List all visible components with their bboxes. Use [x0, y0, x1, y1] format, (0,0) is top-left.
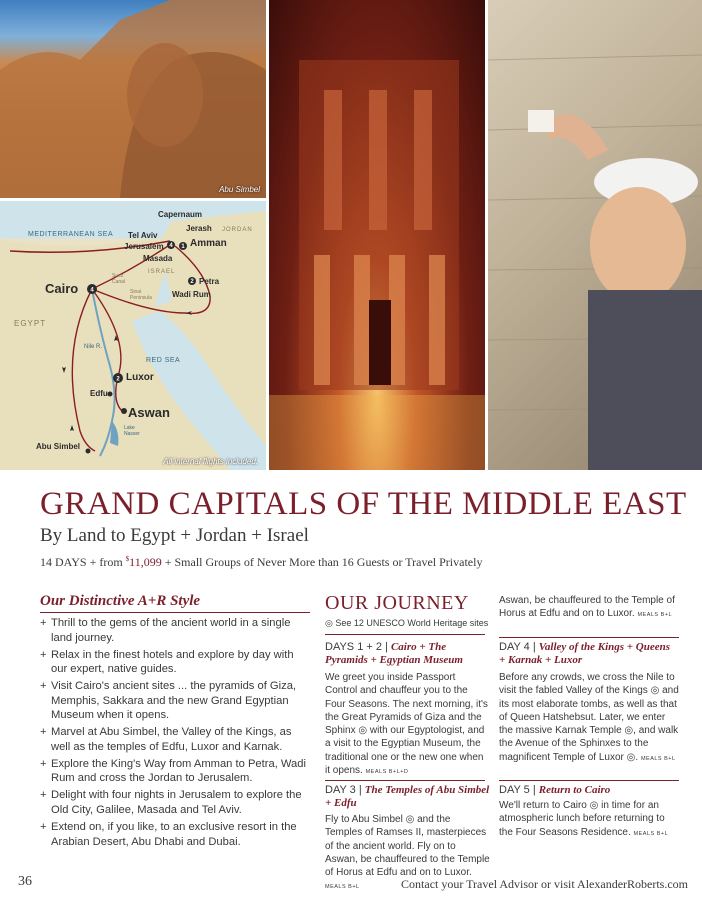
list-item: + Explore the King's Way from Amman to Petra, Wadi Rum and cross the Jordan to Jerusalem.: [40, 757, 312, 786]
city-cairo: Cairo: [45, 281, 79, 296]
city-capernaum: Capernaum: [158, 210, 203, 219]
city-luxor: Luxor: [126, 372, 154, 383]
day-body: [499, 799, 679, 841]
river-label: Nile R.: [84, 344, 103, 350]
list-item: + Extend on, if you like, to an exclusive resort in the Arabian Desert, Abu Dhabi and Dubai.: [40, 820, 312, 849]
cairo-nights: 4: [90, 287, 94, 294]
price-currency: $: [125, 555, 130, 563]
city-jerash: Jerash: [186, 224, 212, 233]
day-number: DAYS 1 + 2: [325, 641, 382, 653]
day-text: We greet you inside Passport Control and chauffeur you to the Four Seasons. The next morning, it's the Great Pyramids of Giza and the Sphinx ◎ with our Egyptologist, and a visit to the Egyptian Museum, the traditional one or the new one when it opens.: [325, 672, 488, 777]
meals: MEALS B+L: [325, 884, 360, 891]
divider: [40, 612, 310, 613]
footer-contact: Contact your Travel Advisor or visit AlexanderRoberts.com: [401, 877, 688, 891]
canal-label: Suez Canal: [112, 273, 126, 285]
day-name: Cairo + The Pyramids + Egyptian Museum: [325, 641, 463, 666]
amman-nights: 1: [181, 244, 185, 250]
region-label: Sinai Peninsula: [130, 289, 152, 301]
list-item: + Relax in the finest hotels and explore by day with our expert, native guides.: [40, 648, 312, 677]
unesco-text: See 12 UNESCO World Heritage sites: [335, 618, 489, 628]
day-body: [325, 813, 490, 891]
city-jerusalem: Jerusalem: [124, 242, 164, 251]
day-name: The Temples of Abu Simbel + Edfu: [325, 784, 490, 809]
page-subtitle: By Land to Egypt + Jordan + Israel: [40, 525, 309, 546]
city-abu-simbel: Abu Simbel: [36, 442, 81, 451]
unesco-note: [325, 618, 488, 629]
tagline: [40, 555, 482, 570]
day-heading: DAYS 1 + 2 | Cairo + The Pyramids + Egyptian Museum: [325, 641, 463, 666]
day-number: DAY 5: [499, 784, 530, 796]
list-item: + Delight with four nights in Jerusalem to explore the Old City, Galilee, Masada and Tel Aviv.: [40, 788, 312, 817]
style-heading: Our Distinctive A+R Style: [40, 593, 201, 609]
meals: MEALS B+L: [640, 755, 676, 762]
price: 11,099: [129, 555, 162, 569]
city-tel-aviv: Tel Aviv: [128, 231, 158, 240]
country-label: JORDAN: [222, 227, 253, 233]
journey-heading: OUR JOURNEY: [325, 592, 469, 614]
day-name: Valley of the Kings + Queens + Karnak + Luxor: [499, 641, 671, 666]
petra-photo: [269, 0, 485, 470]
meals: MEALS B+L+D: [365, 769, 409, 776]
petra-nights: 2: [190, 279, 194, 285]
day-heading: DAY 3 | The Temples of Abu Simbel + Edfu: [325, 784, 490, 809]
day-text: Fly to Abu Simbel ◎ and the Temples of Ramses II, masterpieces of the ancient world. Fly on to Aswan, be chauffeured to the Temple of Horus at Edfu and on to Luxor.: [325, 814, 490, 879]
sea-label: MEDITERRANEAN SEA: [28, 231, 114, 238]
day-body-continued: [499, 594, 679, 623]
lake-label: Lake Nasser: [124, 425, 140, 437]
jerusalem-nights: 4: [169, 243, 173, 249]
meals: MEALS B+L: [637, 612, 673, 619]
luxor-nights: 2: [116, 376, 120, 383]
city-wadi-rum: Wadi Rum: [172, 290, 211, 299]
unesco-icon: ◎: [325, 618, 336, 628]
day-text: Before any crowds, we cross the Nile to visit the fabled Valley of the Kings ◎ and its most elaborate tombs, as well as that of Queen Hatshebsut. Later, we enter the massive Karnak Temple ◎, and walk the Avenue of the Sphinxes to the magnificent Temple of Luxor ◎.: [499, 672, 679, 763]
page-title: GRAND CAPITALS OF THE MIDDLE EAST: [40, 486, 687, 522]
city-petra: Petra: [199, 277, 220, 286]
route-map: [0, 201, 266, 470]
day-text: We'll return to Cairo ◎ in time for an atmospheric lunch before returning to the Four Seasons Residence.: [499, 800, 665, 838]
western-wall-photo: [488, 0, 702, 470]
list-item: + Visit Cairo's ancient sites ... the pyramids of Giza, Memphis, Sakkara and the new Grand Egyptian Museum when it opens.: [40, 679, 312, 723]
divider: [325, 780, 485, 781]
page-number: 36: [18, 874, 32, 889]
list-item: + Thrill to the gems of the ancient world in a single land journey.: [40, 616, 312, 645]
divider: [325, 634, 485, 635]
day-number: DAY 3: [325, 784, 356, 796]
city-amman: Amman: [190, 238, 227, 249]
day-heading: DAY 5 | Return to Cairo: [499, 784, 611, 796]
city-edfu: Edfu: [90, 389, 108, 398]
sea-label: RED SEA: [146, 357, 181, 364]
style-list: [40, 616, 312, 852]
divider: [499, 637, 679, 638]
abu-simbel-photo: [0, 0, 266, 198]
meals: MEALS B+L: [633, 830, 669, 837]
city-aswan: Aswan: [128, 405, 170, 420]
city-masada: Masada: [143, 254, 173, 263]
tagline-rest: + Small Groups of Never More than 16 Guests or Travel Privately: [164, 555, 483, 569]
day-body: [499, 671, 679, 766]
day-name: Return to Cairo: [538, 784, 611, 796]
day-heading: DAY 4 | Valley of the Kings + Queens + Karnak + Luxor: [499, 641, 671, 666]
day-number: DAY 4: [499, 641, 530, 653]
divider: [499, 780, 679, 781]
country-label: EGYPT: [14, 319, 47, 328]
tagline-days: 14 DAYS + from: [40, 555, 123, 569]
list-item: + Marvel at Abu Simbel, the Valley of the Kings, as well as the temples of Edfu, Luxor and Karnak.: [40, 725, 312, 754]
day-body: [325, 671, 490, 779]
country-label: ISRAEL: [148, 269, 176, 275]
photo-credit: Abu Simbel: [219, 185, 260, 194]
day-text: Aswan, be chauffeured to the Temple of Horus at Edfu and on to Luxor.: [499, 595, 675, 620]
map-note: All internal flights included.: [163, 457, 258, 466]
